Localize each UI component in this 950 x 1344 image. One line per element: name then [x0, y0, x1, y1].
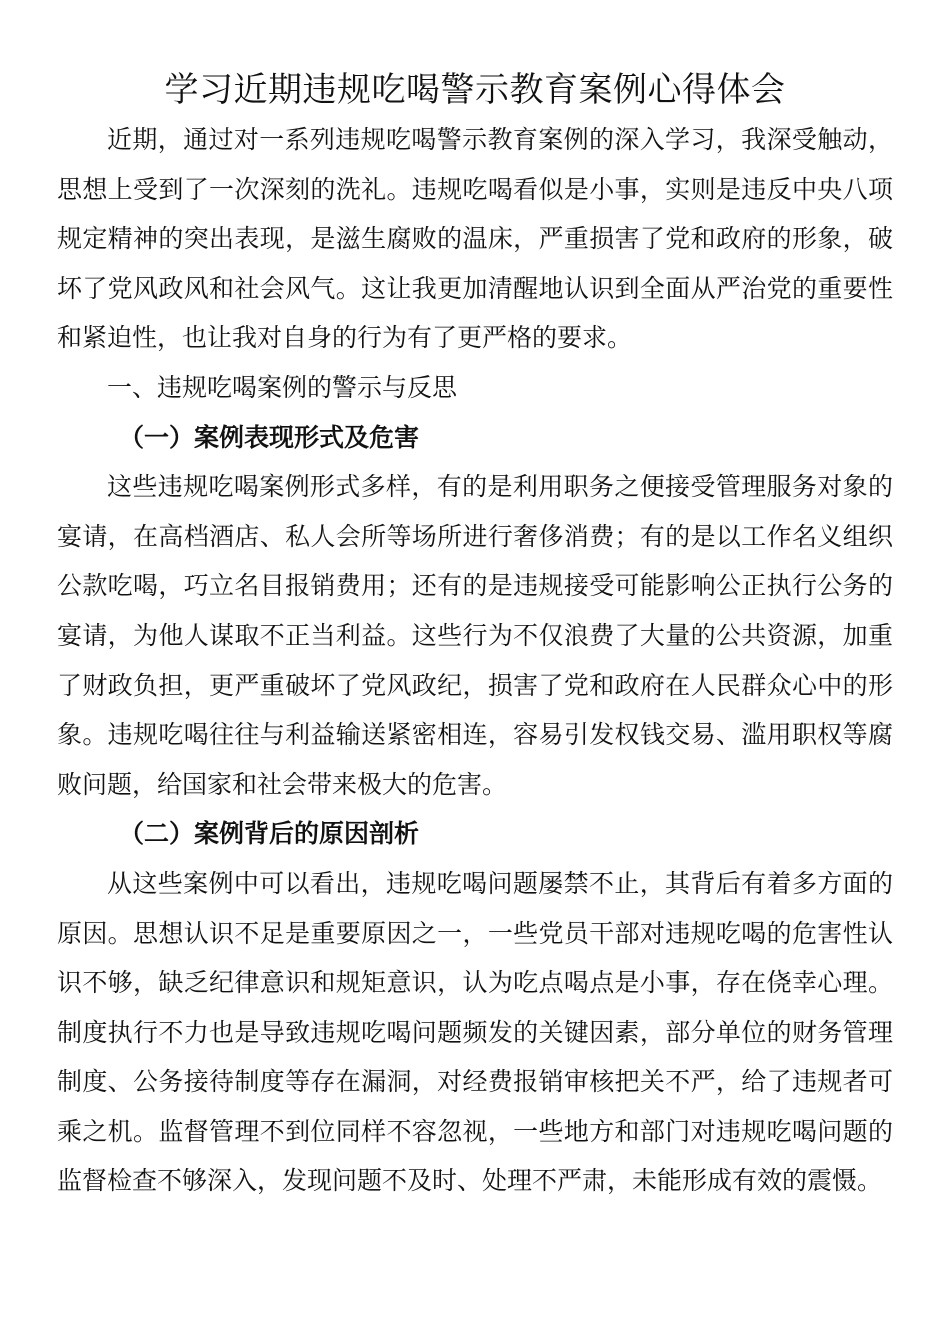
subsection-paragraph-1: 这些违规吃喝案例形式多样，有的是利用职务之便接受管理服务对象的宴请，在高档酒店、私人会所等场所进行奢侈消费；有的是以工作名义组织公款吃喝，巧立名目报销费用；还有的是违规接受可能影响公正执行公务的宴请，为他人谋取不正当利益。这些行为不仅浪费了大量的公共资源，加重了财政负担，更严重破坏了党风政纪，损害了党和政府在人民群众心中的形象。违规吃喝往往与利益输送紧密相连，容易引发权钱交易、滥用职权等腐败问题，给国家和社会带来极大的危害。: [57, 472, 893, 799]
document-title: 学习近期违规吃喝警示教育案例心得体会: [164, 70, 786, 110]
subsection-paragraph-2: 从这些案例中可以看出，违规吃喝问题屡禁不止，其背后有着多方面的原因。思想认识不足是重要原因之一，一些党员干部对违规吃喝的危害性认识不够，缺乏纪律意识和规矩意识，认为吃点喝点是小事，存在侥幸心理。制度执行不力也是导致违规吃喝问题频发的关键因素，部分单位的财务管理制度、公务接待制度等存在漏洞，对经费报销审核把关不严，给了违规者可乘之机。监督管理不到位同样不容忽视，一些地方和部门对违规吃喝问题的监督检查不够深入，发现问题不及时、处理不严肃，未能形成有效的震慑。: [57, 868, 893, 1196]
document-body: [57, 115, 893, 1206]
intro-paragraph: 近期，通过对一系列违规吃喝警示教育案例的深入学习，我深受触动，思想上受到了一次深刻的洗礼。违规吃喝看似是小事，实则是违反中央八项规定精神的突出表现，是滋生腐败的温床，严重损害了党和政府的形象，破坏了党风政风和社会风气。这让我更加清醒地认识到全面从严治党的重要性和紧迫性，也让我对自身的行为有了更严格的要求。: [57, 125, 893, 353]
subsection-heading-1: （一）案例表现形式及危害: [119, 422, 420, 452]
subsection-heading-2: （二）案例背后的原因剖析: [119, 819, 420, 849]
section-heading: 一、违规吃喝案例的警示与反思: [107, 372, 458, 402]
